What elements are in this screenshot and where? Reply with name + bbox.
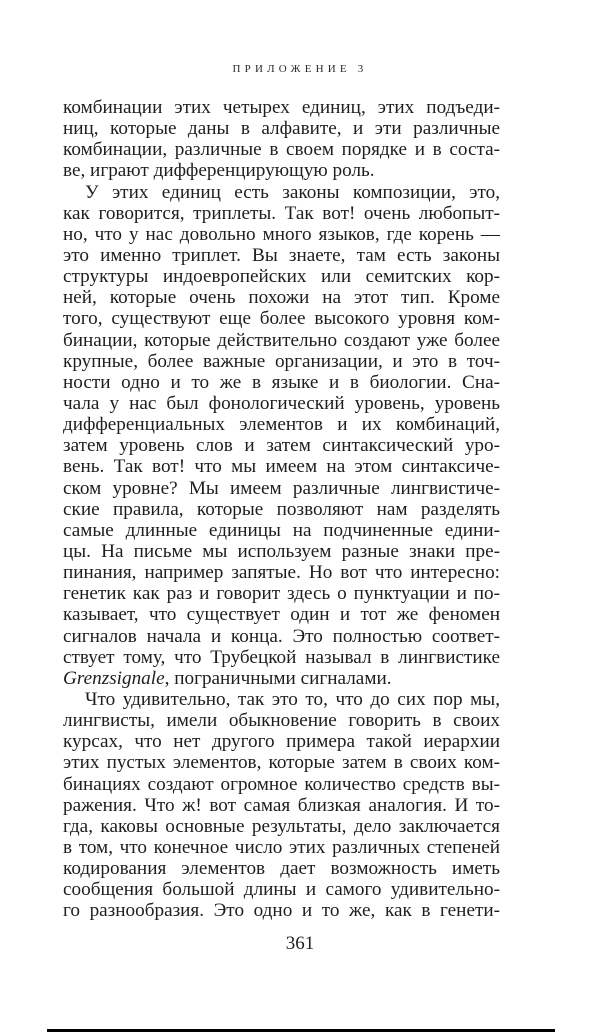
text-line xyxy=(63,731,500,752)
line-text: вень. Так вот! что мы имеем на этом синтаксиче- xyxy=(63,456,500,478)
line-text: ней, которые очень похожи на этот тип. Кроме xyxy=(63,287,500,309)
bottom-rule xyxy=(47,1029,555,1032)
line-text: ве, играют дифференцирующую роль. xyxy=(63,160,375,182)
text-line xyxy=(63,414,500,435)
line-text: ском уровне? Мы имеем различные лингвистиче- xyxy=(63,477,500,499)
text-line xyxy=(63,393,500,414)
text-line xyxy=(63,816,500,837)
line-text: но, что у нас довольно много языков, где корень — xyxy=(63,223,500,245)
line-text: структуры индоевропейских или семитских кор- xyxy=(63,266,500,288)
line-text: ности одно и то же в языке и в биологии. Сна- xyxy=(63,371,500,393)
text-line xyxy=(63,541,500,562)
text-line xyxy=(63,837,500,858)
line-text: кодирования элементов дает возможность иметь xyxy=(63,858,500,880)
line-text: ские правила, которые позволяют нам разделять xyxy=(63,498,500,520)
text-line xyxy=(63,900,500,921)
text-line xyxy=(63,118,500,139)
line-text: генетик как раз и говорит здесь о пунктуации и по- xyxy=(63,583,500,605)
line-text: затем уровень слов и затем синтаксический уро- xyxy=(63,435,500,457)
text-line xyxy=(63,478,500,499)
text-line xyxy=(63,626,500,647)
text-line xyxy=(63,879,500,900)
text-line xyxy=(63,604,500,625)
text-line xyxy=(63,689,500,710)
line-text: бинации, которые действительно создают уже более xyxy=(63,329,500,351)
line-text: Что удивительно, так это то, что до сих пор мы, xyxy=(85,688,500,710)
text-line xyxy=(63,182,500,203)
line-text: У этих единиц есть законы композиции, это, xyxy=(85,181,500,203)
text-line xyxy=(63,668,500,689)
line-text: дифференциальных элементов и их комбинаций, xyxy=(63,414,500,436)
line-text: лингвисты, имели обыкновение говорить в своих xyxy=(63,710,500,732)
text-line xyxy=(63,330,500,351)
text-line xyxy=(63,647,500,668)
text-line xyxy=(63,97,500,118)
text-line xyxy=(63,710,500,731)
line-text: комбинации, различные в своем порядке и в соста- xyxy=(63,139,500,161)
line-text: , пограничными сигналами. xyxy=(164,667,392,689)
text-line xyxy=(63,287,500,308)
line-text: это именно триплет. Вы знаете, там есть законы xyxy=(63,244,500,266)
text-line xyxy=(63,139,500,160)
text-line xyxy=(63,752,500,773)
running-head: ПРИЛОЖЕНИЕ 3 xyxy=(232,63,368,75)
line-text: этих пустых элементов, которые затем в своих ком- xyxy=(63,752,500,774)
text-line xyxy=(63,795,500,816)
text-line xyxy=(63,456,500,477)
line-text: ниц, которые даны в алфавите, и эти различные xyxy=(63,118,500,140)
line-text: сигналов начала и конца. Это полностью соответ- xyxy=(63,625,500,647)
text-line xyxy=(63,351,500,372)
text-line xyxy=(63,245,500,266)
text-line xyxy=(63,372,500,393)
line-text: крупные, более важные организации, и это в точ- xyxy=(63,350,500,372)
line-text: самые длинные единицы на подчиненные едини- xyxy=(63,519,500,541)
line-text: цы. На письме мы используем разные знаки пре- xyxy=(63,540,500,562)
page-number: 361 xyxy=(285,933,315,954)
line-text: го разнообразия. Это одно и то же, как в генети- xyxy=(63,900,500,922)
text-line xyxy=(63,520,500,541)
text-line xyxy=(63,203,500,224)
line-text: сообщения большой длины и самого удивительно- xyxy=(63,879,500,901)
line-text: в том, что конечное число этих различных степеней xyxy=(63,836,500,858)
line-text: чала у нас был фонологический уровень, уровень xyxy=(63,392,500,414)
text-line xyxy=(63,160,500,181)
line-text: курсах, что нет другого примера такой иерархии xyxy=(63,731,500,753)
body-text xyxy=(63,97,500,921)
text-line xyxy=(63,858,500,879)
line-text: комбинации этих четырех единиц, этих подъеди- xyxy=(63,97,500,118)
line-text: того, существуют еще более высокого уровня ком- xyxy=(63,308,500,330)
text-line xyxy=(63,308,500,329)
line-text: гда, каковы основные результаты, дело заключается xyxy=(63,815,500,837)
text-line xyxy=(63,499,500,520)
italic-term: Grenzsignale xyxy=(63,667,165,689)
line-text: пинания, например запятые. Но вот что интересно: xyxy=(63,562,500,584)
text-line xyxy=(63,435,500,456)
text-line xyxy=(63,583,500,604)
line-text: как говорится, триплеты. Так вот! очень любопыт- xyxy=(63,202,500,224)
text-line xyxy=(63,562,500,583)
line-text: ствует тому, что Трубецкой называл в лингвистике xyxy=(63,646,500,668)
text-line xyxy=(63,224,500,245)
line-text: бинациях создают огромное количество средств вы- xyxy=(63,773,500,795)
line-text: казывает, что существует один и тот же феномен xyxy=(63,604,500,626)
line-text: ражения. Что ж! вот самая близкая аналогия. И то- xyxy=(63,794,500,816)
text-line xyxy=(63,266,500,287)
text-line xyxy=(63,774,500,795)
